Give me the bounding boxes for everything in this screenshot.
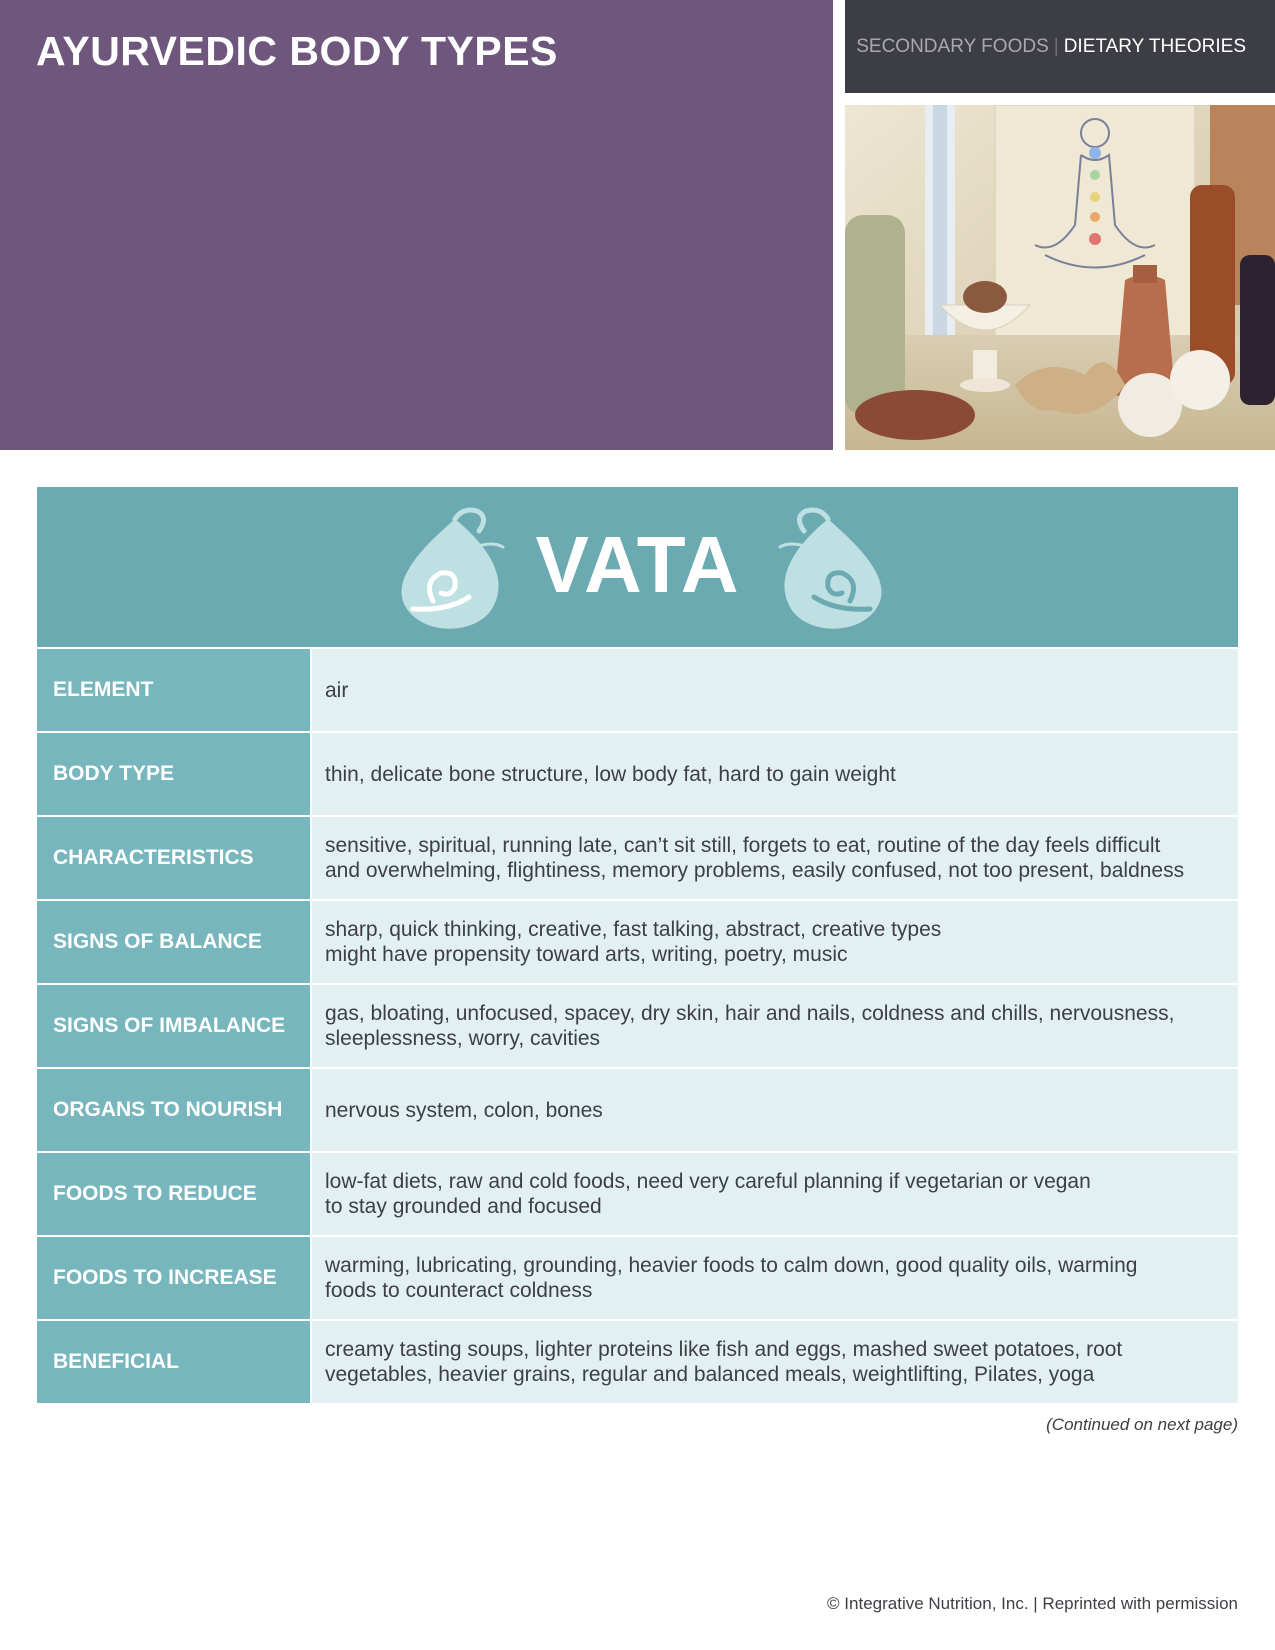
table-row [37, 983, 1238, 1067]
nav-separator: | [1053, 35, 1059, 57]
table-row [37, 1067, 1238, 1151]
row-label: CHARACTERISTICS [37, 817, 312, 899]
table-row [37, 1151, 1238, 1235]
row-value: air [312, 649, 1238, 731]
copyright-notice: © Integrative Nutrition, Inc. | Reprinted with permission [827, 1594, 1238, 1613]
page-title: AYURVEDIC BODY TYPES [36, 28, 558, 74]
wind-drop-icon [766, 501, 890, 631]
row-label: ELEMENT [37, 649, 312, 731]
nav-secondary-foods[interactable]: SECONDARY FOODS [856, 35, 1049, 57]
table-row [37, 647, 1238, 731]
row-value: nervous system, colon, bones [312, 1069, 1238, 1151]
row-value: thin, delicate bone structure, low body fat, hard to gain weight [312, 733, 1238, 815]
row-label: ORGANS TO NOURISH [37, 1069, 312, 1151]
row-label: SIGNS OF IMBALANCE [37, 985, 312, 1067]
vata-header [37, 487, 1238, 647]
continued-note: (Continued on next page) [1046, 1415, 1238, 1434]
vata-table [37, 487, 1238, 1403]
table-row [37, 1235, 1238, 1319]
vata-title: VATA [535, 520, 740, 609]
row-value: gas, bloating, unfocused, spacey, dry skin, hair and nails, coldness and chills, nervousness, sleeplessness, worry, cavities [312, 985, 1238, 1067]
row-value: warming, lubricating, grounding, heavier foods to calm down, good quality oils, warming foods to counteract coldness [312, 1237, 1238, 1319]
ayurveda-still-life-photo [845, 105, 1275, 450]
table-row [37, 731, 1238, 815]
row-label: SIGNS OF BALANCE [37, 901, 312, 983]
row-value: low-fat diets, raw and cold foods, need very careful planning if vegetarian or vegan to stay grounded and focused [312, 1153, 1238, 1235]
row-label: BODY TYPE [37, 733, 312, 815]
row-label: FOODS TO REDUCE [37, 1153, 312, 1235]
table-row [37, 899, 1238, 983]
row-value: creamy tasting soups, lighter proteins like fish and eggs, mashed sweet potatoes, root vegetables, heavier grains, regular and balanced meals, weightlifting, Pilates, yoga [312, 1321, 1238, 1403]
header-band [0, 0, 833, 450]
row-label: FOODS TO INCREASE [37, 1237, 312, 1319]
row-value: sensitive, spiritual, running late, can’t sit still, forgets to eat, routine of the day feels difficult and overwhelming, flightiness, memory problems, easily confused, not too present, baldness [312, 817, 1238, 899]
table-row [37, 815, 1238, 899]
nav-dietary-theories[interactable]: DIETARY THEORIES [1063, 35, 1246, 57]
row-label: BENEFICIAL [37, 1321, 312, 1403]
row-value: sharp, quick thinking, creative, fast talking, abstract, creative types might have propensity toward arts, writing, poetry, music [312, 901, 1238, 983]
table-row [37, 1319, 1238, 1403]
section-nav [845, 0, 1275, 93]
